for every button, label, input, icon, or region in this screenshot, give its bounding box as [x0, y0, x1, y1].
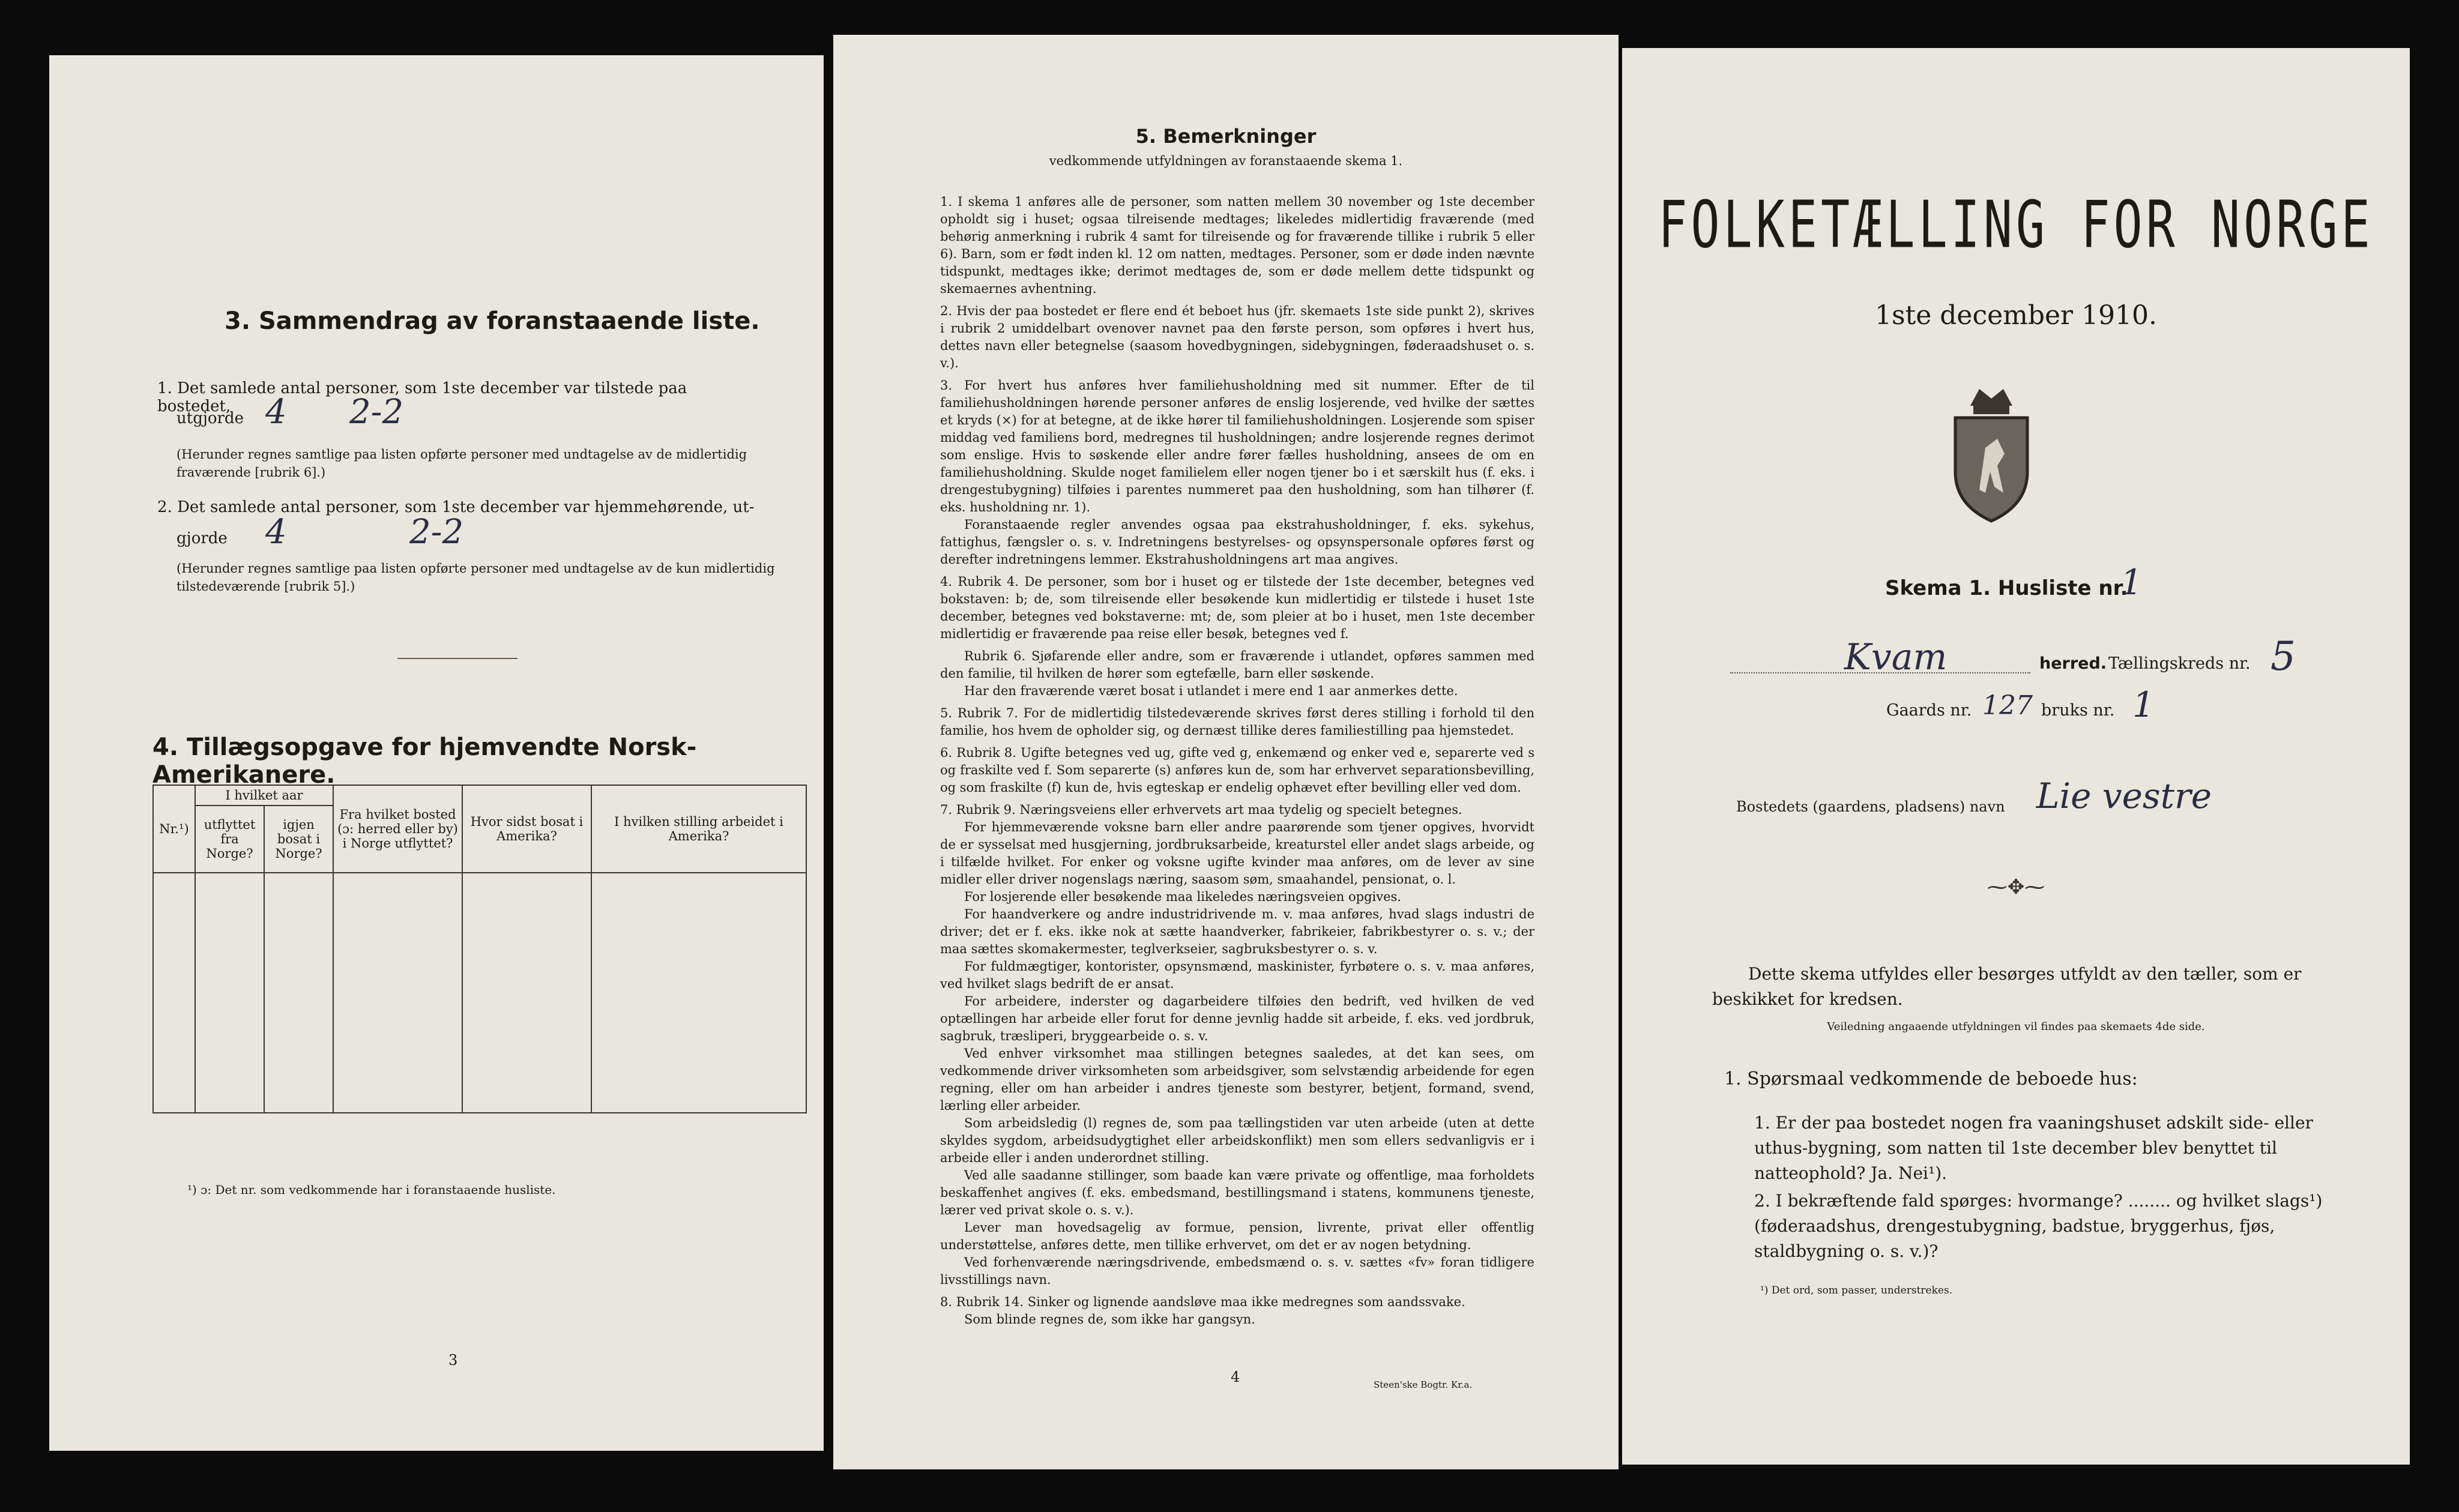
- husliste-number: 1: [2120, 562, 2143, 603]
- remark-paragraph: Foranstaaende regler anvendes ogsaa paa ekstrahusholdninger, f. eks. sykehus, fattighus, fængsler o. s. v. Indretningens bestyrelses- og opsynspersonale opføres først og derefter indretningens lemmer. Ekstrahusholdningens art maa angives.: [940, 517, 1534, 567]
- col-group-year: I hvilket aar: [195, 785, 333, 806]
- col-nr: Nr.¹): [153, 785, 195, 873]
- remark-paragraph: Lever man hovedsagelig av formue, pension, livrente, privat eller offentlig understøttelse, anføres dette, men tillike erhvervet, om det er av nogen betydning.: [940, 1220, 1534, 1252]
- bruks-label: bruks nr.: [2041, 701, 2115, 720]
- remark-paragraph: 2. Hvis der paa bostedet er flere end ét beboet hus (jfr. skemaets 1ste side punkt 2), skrives i rubrik 2 umiddelbart ovenover navnet paa den første person, som opføres i hvert hus, dettes navn eller betegnelse (saasom hovedbygningen, sidebygningen, føderaadshuset o. s. v.).: [940, 304, 1534, 370]
- bosted-label: Bostedets (gaardens, pladsens) navn: [1736, 798, 2005, 815]
- item1-text: 1. Det samlede antal personer, som 1ste december var tilstede paa bostedet,: [157, 379, 687, 415]
- question-1: 1. Er der paa bostedet nogen fra vaaningshuset adskilt side- eller uthus-bygning, som natten til 1ste december blev benyttet til natteophold? Ja. Nei¹).: [1754, 1113, 2313, 1183]
- remark-paragraph: 6. Rubrik 8. Ugifte betegnes ved ug, gifte ved g, enkemænd og enker ved e, separerte ved s og fraskilte ved f. Som separerte (s) anføres kun de, som har erhvervet separationsbevilling, og som fraskilte (f) kun de, hvis egteskap er endelig ophævet efter bevilling eller ved dom.: [940, 745, 1534, 795]
- remark-paragraph: 3. For hvert hus anføres hver familiehusholdning med sit nummer. Efter de til familiehusholdningen hørende personer anføres de enslig losjerende, ved hvilke der sættes et kryds (×) for at betegne, at de ikke hører til familiehusholdningen. Losjerende som spiser middag ved familiens bord, medregnes til husholdningen; andre losjerende regnes derimot som enslige. Hvis to søskende eller andre fører fælles husholdning, ansees de om en familiehusholdning. Skulde noget familielem eller nogen tjener bo i et særskilt hus (f. eks. i drengestubygning) tilføies i parentes nummeret paa den husholdning, som han tilhører (f. eks. husholdning nr. 1).: [940, 378, 1534, 514]
- question-heading: 1. Spørsmaal vedkommende de beboede hus:: [1724, 1068, 2138, 1089]
- remark-paragraph: For hjemmeværende voksne barn eller andre paarørende som tjener opgives, hvorvidt de er sysselsat med husgjerning, jordbruksarbeide, kreaturstel eller andet slags arbeide, og i tilfælde hvilket. For enker og voksne ugifte kvinder maa anføres, om de lever av sine midler eller driver nogenslags næring, saasom søm, smaahandel, pensionat, o. l.: [940, 820, 1534, 887]
- item2-note: (Herunder regnes samtlige paa listen opførte personer med undtagelse av de kun midlertidig tilstedeværende [rubrik 5].): [177, 561, 775, 594]
- remark-paragraph: Har den fraværende været bosat i utlandet i mere end 1 aar anmerkes dette.: [964, 684, 1458, 698]
- remark-paragraph: 4. Rubrik 4. De personer, som bor i huset og er tilstede der 1ste december, betegnes ved bokstaven: b; de, som tilreisende eller besøkende kun midlertidig er tilstede i huset 1ste december, betegnes ved bokstaverne: mt; de, som pleier at bo i huset, men 1ste december midlertidig er fraværende paa reise eller besøk, betegnes ved f.: [940, 574, 1534, 641]
- remark-paragraph: Som arbeidsledig (l) regnes de, som paa tællingstiden var uten arbeide (uten at dette skyldes sygdom, arbeidsudygtighet eller arbeidskonflikt) men som ellers sedvanligvis er i arbeide eller i anden underordnet stilling.: [940, 1116, 1534, 1165]
- left-page: [49, 55, 824, 1451]
- kreds-label: Tællingskreds nr.: [2108, 654, 2251, 673]
- page-number: 3: [448, 1352, 458, 1369]
- remark-paragraph: Ved enhver virksomhet maa stillingen betegnes saaledes, at det kan sees, om vedkommende driver virksomheten som arbeidsgiver, som selvstændig arbeidende for egen regning, eller om han arbeider i andres tjeneste som bestyrer, betjent, formand, svend, lærling eller arbeider.: [940, 1046, 1534, 1113]
- instruction: Dette skema utfyldes eller besørges utfyldt av den tæller, som er beskikket for kredsen.: [1712, 964, 2302, 1009]
- gaards-label: Gaards nr.: [1886, 701, 1972, 720]
- item2-text: 2. Det samlede antal personer, som 1ste december var hjemmehørende, ut-: [157, 498, 755, 516]
- remark-paragraph: Som blinde regnes de, som ikke har gangsyn.: [964, 1312, 1255, 1327]
- page-number: 4: [1231, 1369, 1240, 1385]
- remarks-body: [940, 193, 1534, 1328]
- gaards-value: 127: [1982, 690, 2033, 721]
- remark-paragraph: Rubrik 6. Sjøfarende eller andre, som er fraværende i utlandet, opføres sammen med den familie, til hvilken de hører som egtefælle, barn eller søskende.: [940, 649, 1534, 681]
- printer-mark: Steen'ske Bogtr. Kr.a.: [1374, 1379, 1473, 1390]
- item1-note: (Herunder regnes samtlige paa listen opførte personer med undtagelse av de midlertidig fraværende [rubrik 6].): [177, 447, 747, 480]
- skema-label: Skema 1. Husliste nr.: [1885, 576, 2128, 600]
- remark-paragraph: For haandverkere og andre industridrivende m. v. maa anføres, hvad slags industri de driver; det er f. eks. ikke nok at sætte haandverker, fabrikeier, fabrikbestyrer o. s. v.; der maa sættes skomakermester, teglverkseier, sagbruksbestyrer o. s. v.: [940, 907, 1534, 956]
- coat-of-arms-icon: [1937, 382, 2045, 526]
- item1-split: 2-2: [349, 393, 404, 432]
- col-hvor-sidst: Hvor sidst bosat i Amerika?: [462, 785, 591, 873]
- col-stilling: I hvilken stilling arbeidet i Amerika?: [591, 785, 806, 873]
- item2-value: 4: [265, 513, 287, 552]
- footnote: ¹) Det ord, som passer, understrekes.: [1760, 1285, 1953, 1297]
- col-fra-bosted: Fra hvilket bosted (ɔ: herred eller by) i Norge utflyttet?: [333, 785, 462, 873]
- footnote: ¹) ɔ: Det nr. som vedkommende har i foranstaaende husliste.: [187, 1182, 556, 1197]
- item1-utgjorde-label: utgjorde: [177, 409, 244, 427]
- remark-paragraph: For fuldmægtiger, kontorister, opsynsmænd, maskinister, fyrbøtere o. s. v. maa anføres, ved hvilket slags bedrift de er ansat.: [940, 959, 1534, 991]
- item2-utgjorde-label: gjorde: [177, 529, 228, 547]
- remark-paragraph: 7. Rubrik 9. Næringsveiens eller erhvervets art maa tydelig og specielt betegnes.: [940, 803, 1462, 817]
- remark-paragraph: 1. I skema 1 anføres alle de personer, som natten mellem 30 november og 1ste december opholdt sig i huset; ogsaa tilreisende medtages; likeledes midlertidig fraværende (med behørig anmerkning i rubrik 4 samt for tilreisende og for fraværende tillike i rubrik 5 eller 6). Barn, som er født inden kl. 12 om natten, medtages. Personer, som er døde inden nævnte tidspunkt, medtages ikke; derimot medtages de, som er døde mellem dette tidspunkt og skemaernes avhentning.: [940, 194, 1534, 296]
- table-row: [153, 873, 806, 1113]
- section3-title: 3. Sammendrag av foranstaaende liste.: [225, 307, 760, 335]
- kreds-value: 5: [2270, 633, 2296, 679]
- middle-page: [833, 35, 1619, 1469]
- item2-split: 2-2: [409, 513, 464, 552]
- remark-paragraph: 8. Rubrik 14. Sinker og lignende aandsløve maa ikke medregnes som aandssvake.: [940, 1295, 1465, 1309]
- remarks-title: 5. Bemerkninger: [1135, 125, 1317, 148]
- question-2: 2. I bekræftende fald spørges: hvormange? ........ og hvilket slags¹) (føderaadshus, drengestubygning, badstue, bryggerhus, fjøs, staldbygning o. s. v.)?: [1754, 1191, 2323, 1261]
- remark-paragraph: Ved alle saadanne stillinger, som baade kan være private og offentlige, maa forholdets beskaffenhet angives (f. eks. embedsmand, bestillingsmand i statens, kommunens tjeneste, lærer ved privat skole o. s. v.).: [940, 1168, 1534, 1217]
- col-igjen: igjen bosat i Norge?: [264, 806, 333, 873]
- right-page: [1622, 48, 2410, 1465]
- norsk-amerikanere-table: [152, 785, 807, 1113]
- herred-label: herred.: [2039, 654, 2107, 673]
- census-date: 1ste december 1910.: [1874, 300, 2158, 331]
- section4-title: 4. Tillægsopgave for hjemvendte Norsk-Amerikanere.: [152, 733, 697, 789]
- remark-paragraph: For arbeidere, inderster og dagarbeidere tilføies den bedrift, ved hvilken de ved optællingen har arbeide eller forut for denne jevnlig hadde sit arbeide, f. eks. ved jordbruk, sagbruk, træsliperi, bryggearbeide o. s. v.: [940, 994, 1534, 1043]
- remark-paragraph: For losjerende eller besøkende maa likeledes næringsveien opgives.: [964, 890, 1401, 904]
- herred-value: Kvam: [1844, 636, 1948, 678]
- bosted-value: Lie vestre: [2036, 776, 2212, 816]
- ornament-icon: ⁓✥⁓: [1987, 875, 2045, 899]
- instruction-small: Veiledning angaaende utfyldningen vil findes paa skemaets 4de side.: [1827, 1020, 2205, 1033]
- col-utflyttet: utflyttet fra Norge?: [195, 806, 264, 873]
- main-title: FOLKETÆLLING FOR NORGE: [1658, 187, 2374, 263]
- bruks-value: 1: [2132, 684, 2155, 725]
- divider: [397, 658, 517, 659]
- remark-paragraph: 5. Rubrik 7. For de midlertidig tilstedeværende skrives først deres stilling i forhold til den familie, hos hvem de opholder sig, og dernæst tillike deres familiestilling paa hjemstedet.: [940, 706, 1534, 738]
- remark-paragraph: Ved forhenværende næringsdrivende, embedsmænd o. s. v. sættes «fv» foran tidligere livsstillings navn.: [940, 1255, 1534, 1287]
- remarks-subtitle: vedkommende utfyldningen av foranstaaende skema 1.: [1049, 154, 1403, 168]
- item1-value: 4: [265, 393, 287, 432]
